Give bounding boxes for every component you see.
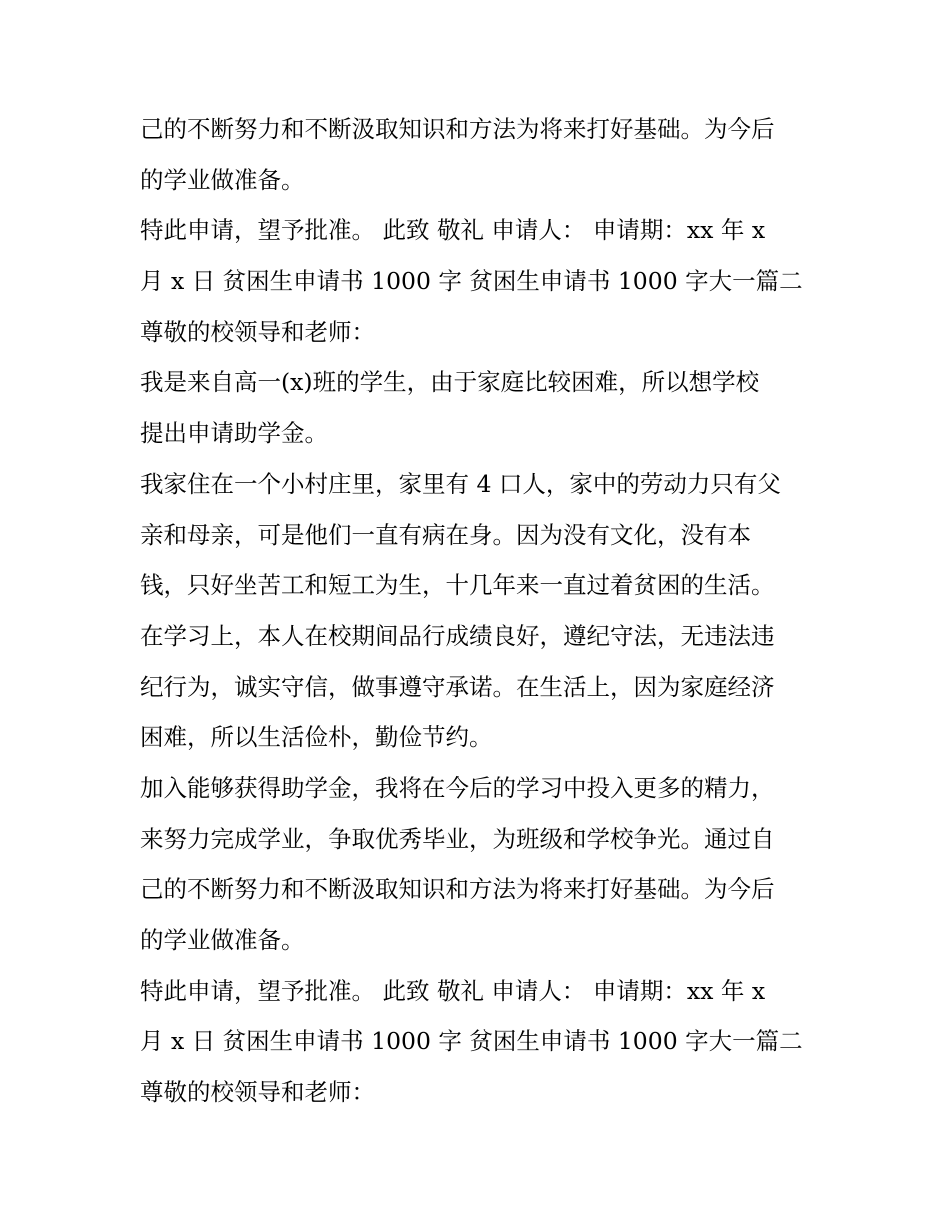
text-line: 我是来自高一(x)班的学生，由于家庭比较困难，所以想学校 [140, 368, 760, 397]
text-line: 尊敬的校领导和老师： [140, 317, 375, 346]
text-line: 的学业做准备。 [140, 926, 305, 954]
text-line: 提出申请助学金。 [140, 419, 328, 448]
text-line: 己的不断努力和不断汲取知识和方法为将来打好基础。为今后 [140, 115, 775, 143]
text-line: 钱，只好坐苦工和短工为生，十几年来一直过着贫困的生活。 [140, 571, 775, 600]
text-line: 来努力完成学业，争取优秀毕业，为班级和学校争光。通过自 [140, 824, 775, 853]
text-line: 月 x 日 贫困生申请书 1000 字 贫困生申请书 1000 字大一篇二 [140, 267, 803, 296]
text-line: 特此申请，望予批准。 此致 敬礼 申请人： 申请期：xx 年 x [140, 216, 766, 245]
text-line: 亲和母亲，可是他们一直有病在身。因为没有文化，没有本 [140, 520, 751, 549]
document-body [140, 104, 820, 1118]
text-line: 在学习上，本人在校期间品行成绩良好，遵纪守法，无违法违 [140, 621, 775, 650]
text-line: 尊敬的校领导和老师： [140, 1078, 375, 1107]
text-line: 己的不断努力和不断汲取知识和方法为将来打好基础。为今后 [140, 875, 775, 904]
text-line: 纪行为，诚实守信，做事遵守承诺。在生活上，因为家庭经济 [140, 672, 775, 701]
text-line: 特此申请，望予批准。 此致 敬礼 申请人： 申请期：xx 年 x [140, 976, 766, 1005]
text-line: 月 x 日 贫困生申请书 1000 字 贫困生申请书 1000 字大一篇二 [140, 1027, 803, 1056]
text-line: 我家住在一个小村庄里，家里有 4 口人，家中的劳动力只有父 [140, 469, 781, 498]
text-line: 的学业做准备。 [140, 165, 305, 194]
text-line: 困难，所以生活俭朴，勤俭节约。 [140, 723, 493, 752]
text-line: 加入能够获得助学金，我将在今后的学习中投入更多的精力， [140, 773, 775, 802]
